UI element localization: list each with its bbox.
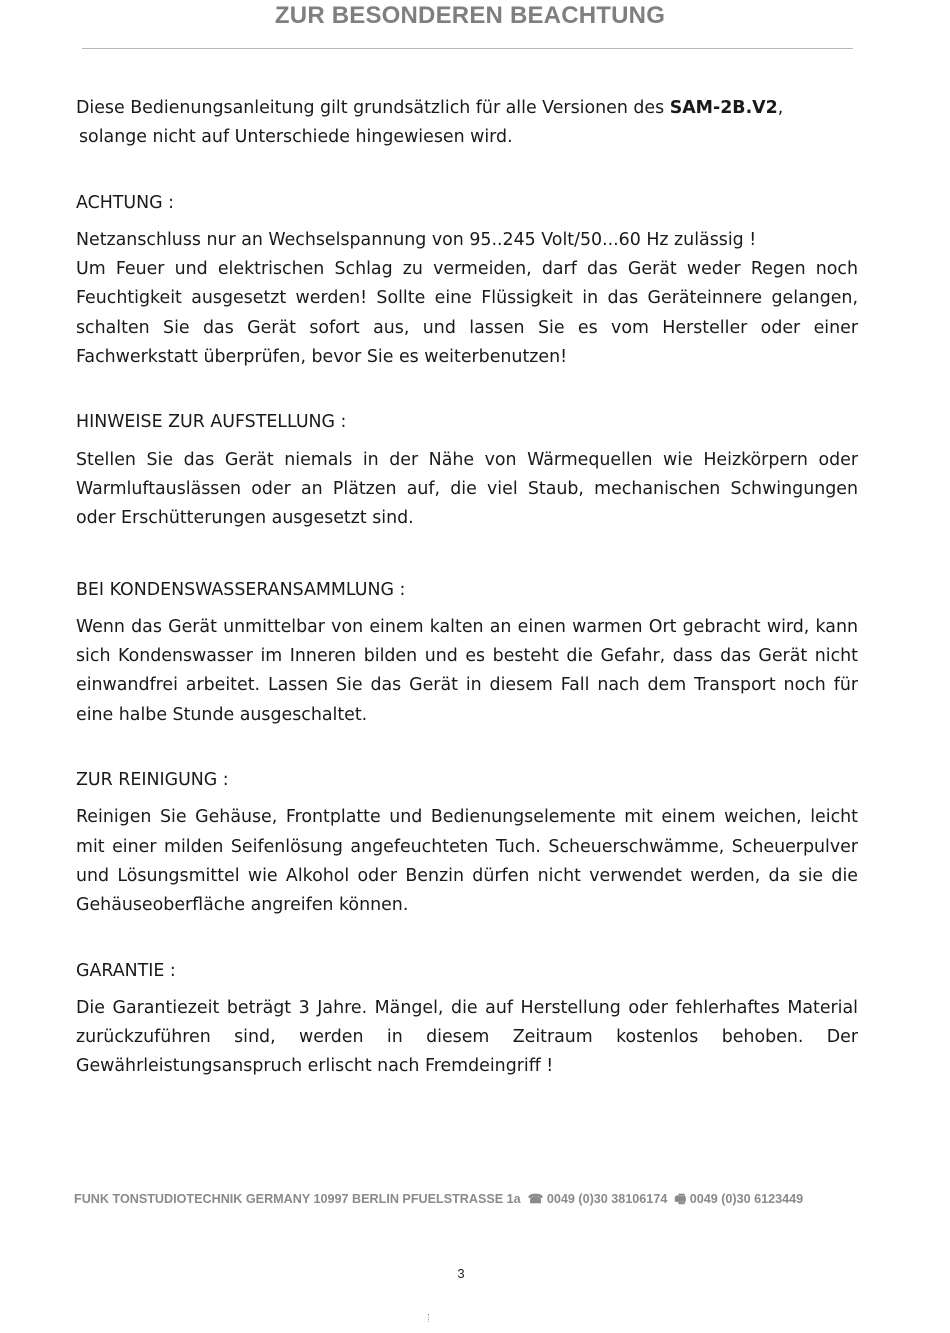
heading-garantie: GARANTIE : [76,960,176,981]
heading-achtung: ACHTUNG : [76,192,175,213]
intro-line-1 [76,94,858,123]
heading-reinigung: ZUR REINIGUNG : [76,770,229,791]
footer-fax: 0049 (0)30 6123449 [689,1192,804,1206]
title-divider [82,48,853,49]
footer-company: FUNK TONSTUDIOTECHNIK GERMANY 10997 BERLIN PFUELSTRASSE 1a [74,1192,521,1206]
garantie-body: Die Garantiezeit beträgt 3 Jahre. Mängel, die auf Herstellung oder fehlerhaftes Material zurückzuführen sind, werden in diesem Zeitraum kostenlos behoben. Der Gewährleistungsanspruch erlischt nach Fremdeingriff ! [76,997,858,1077]
model-name: SAM-2B.V2 [669,98,778,118]
aufstellung-body: Stellen Sie das Gerät niemals in der Nähe von Wärmequellen wie Heizkörpern oder Warmluftauslässen oder an Plätzen auf, die viel Staub, mechanischen Schwingungen oder Erschütterungen ausgesetzt sind. [76,449,858,529]
achtung-body: Um Feuer und elektrischen Schlag zu vermeiden, darf das Gerät weder Regen noch Feuchtigkeit ausgesetzt werden! Sollte eine Flüssigkeit in das Geräteinnere gelangen, schalten Sie das Gerät sofort aus, und lassen Sie es vom Hersteller oder einer Fachwerkstatt überprüfen, bevor Sie es weiterbenutzen! [76,259,858,368]
page-title: ZUR BESONDEREN BEACHTUNG [274,2,666,29]
footer-phone: 0049 (0)30 38106174 [546,1192,668,1206]
reinigung-body: Reinigen Sie Gehäuse, Frontplatte und Bedienungselemente mit einem weichen, leicht mit einer milden Seifenlösung angefeuchteten Tuch. Scheuerschwämme, Scheuerpulver und Lösungsmittel wie Alkohol oder Benzin dürfen nicht verwendet werden, da sie die Gehäuseoberfläche angreifen können. [76,807,858,916]
footer-address [74,1190,864,1211]
fax-icon: 🖷 [674,1192,687,1206]
document-body [76,94,858,1082]
intro-comma: , [777,98,784,118]
intro-line-2: solange nicht auf Unterschiede hingewiesen wird. [79,127,513,148]
heading-aufstellung: HINWEISE ZUR AUFSTELLUNG : [76,412,347,433]
heading-kondenswasser: BEI KONDENSWASSERANSAMMLUNG : [76,579,406,600]
kondenswasser-body: Wenn das Gerät unmittelbar von einem kalten an einen warmen Ort gebracht wird, kann sich Kondenswasser im Inneren bilden und es besteht die Gefahr, dass das Gerät nicht einwandfrei arbeitet. Lassen Sie das Gerät in diesem Fall nach dem Transport noch für eine halbe Stunde ausgeschaltet. [76,616,858,725]
page-number: 3 [457,1266,465,1281]
scan-mark [428,1314,430,1322]
intro-text: Diese Bedienungsanleitung gilt grundsätzlich für alle Versionen des [76,98,670,118]
achtung-line-1: Netzanschluss nur an Wechselspannung von 95..245 Volt/50...60 Hz zulässig ! [76,229,757,250]
phone-icon: ☎ [527,1192,544,1206]
